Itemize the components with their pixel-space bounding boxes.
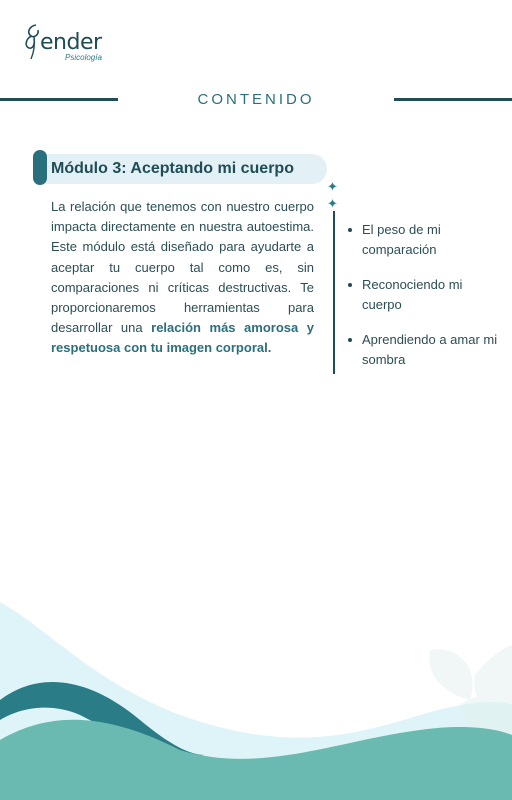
topic-item: Aprendiendo a amar mi sombra (345, 330, 505, 370)
brand-logo (22, 22, 132, 66)
module-description-text: La relación que tenemos con nuestro cuerpo impacta directamente en nuestra autoestima. Este módulo está diseñado para ayudarte a aceptar tu cuerpo tal como es, sin comparaciones ni críticas destructivas. Te proporcionaremos herramientas para desarrollar una (51, 199, 314, 336)
sparkle-icon: ✦ (327, 196, 338, 211)
brand-subtitle: Psicología (65, 53, 102, 62)
sparkle-icon: ✦ (327, 179, 338, 194)
topic-list (345, 220, 505, 370)
module-description-highlight: relación más amorosa y respetuosa con tu imagen corporal. (51, 320, 314, 356)
header-rule-left (0, 98, 118, 101)
topic-item: Reconociendo mi cuerpo (345, 275, 505, 315)
wave-teal (0, 720, 512, 800)
topic-item: El peso de mi comparación (345, 220, 505, 260)
module-description (51, 197, 314, 359)
decorative-waves (0, 590, 512, 800)
module-title: Módulo 3: Aceptando mi cuerpo (51, 160, 294, 177)
header-rule-right (394, 98, 512, 101)
brand-name: ender (40, 30, 102, 55)
column-divider (333, 211, 335, 374)
section-title: CONTENIDO (197, 91, 315, 108)
module-title-pill-cap (33, 150, 47, 185)
